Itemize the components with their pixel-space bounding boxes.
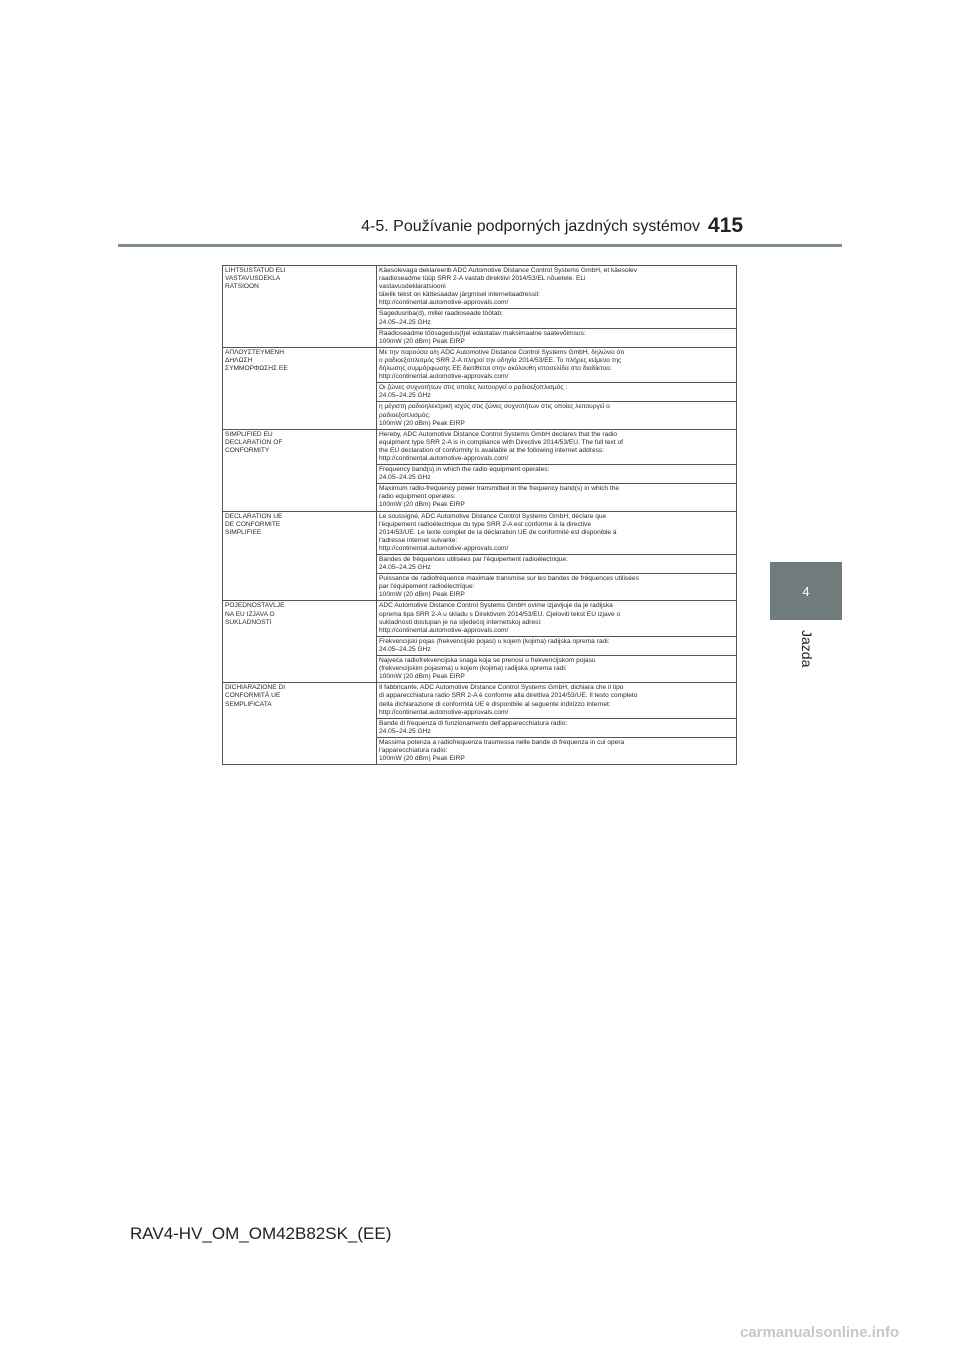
- declaration-title-line: SEMPLIFICATA: [225, 700, 272, 708]
- table-row: [223, 429, 737, 464]
- declaration-text-line: Hereby, ADC Automotive Distance Control Systems GmbH declares that the radio: [379, 430, 618, 438]
- declaration-text-line: radio equipment operates:: [379, 493, 456, 501]
- declaration-title-line: CONFORMITY: [225, 446, 270, 454]
- declaration-text-line: Maximum radio-frequency power transmitted in the frequency band(s) in which the: [379, 485, 620, 493]
- declaration-text-line: Bandes de fréquences utilisées par l'équipement radioélectrique:: [379, 556, 568, 563]
- declaration-text-cell: [377, 683, 737, 718]
- declaration-text-cell: [377, 511, 737, 554]
- declaration-text-line: 24.05–24.25 GHz: [379, 474, 431, 482]
- watermark: carmanualsonline.info: [740, 1324, 900, 1341]
- declaration-text-cell: [377, 718, 737, 737]
- declaration-text-cell: [377, 402, 737, 429]
- declaration-text-line: ο ραδιοεξοπλισμός SRR 2-A πληροί την οδηγία 2014/53/ΕΕ. Το πλήρες κείμενο της: [379, 356, 622, 364]
- declaration-title-line: DECLARATION UE: [225, 512, 283, 520]
- declaration-text-cell: [377, 429, 737, 464]
- chapter-number: 4: [802, 583, 810, 599]
- declaration-text-line: 100mW (20 dBm) Peak EIRP: [379, 673, 465, 681]
- declaration-text-line: Käesolevaga deklareerib ADC Automotive Distance Control Systems GmbH, et käesolev: [379, 267, 638, 274]
- declaration-text-line: Bande di frequenza di funzionamento dell'apparecchiatura radio:: [379, 719, 568, 727]
- declaration-text-line: http://continental.automotive-approvals.com/: [379, 373, 509, 381]
- declaration-text-line: the EU declaration of conformity is available at the following internet address:: [379, 446, 605, 454]
- declaration-text-line: η μέγιστη ραδιοηλεκτρική ισχύς στις ζώνες συχνοτήτων στις οποίες λειτουργεί ο: [379, 403, 610, 411]
- declaration-text-line: Massima potenza a radiofrequenza trasmessa nelle bande di frequenza in cui opera: [379, 738, 625, 746]
- declaration-text-line: ραδιοεξοπλισμός:: [379, 411, 431, 419]
- declaration-text-cell: [377, 309, 737, 328]
- declaration-text-line: (frekvencijskim pojasima) u kojem (kojima) radijska oprema radi:: [379, 665, 567, 673]
- declaration-text-line: l'équipement radioélectrique du type SRR 2-A est conforme à la directive: [379, 520, 592, 528]
- declaration-text-line: 24.05–24.25 GHz: [379, 645, 431, 653]
- declaration-table: [222, 265, 737, 765]
- page-number: 415: [708, 214, 744, 237]
- declaration-title-line: SUKLADNOSTI: [225, 618, 272, 626]
- table-row: [223, 683, 737, 718]
- declaration-title-line: SIMPLIFIED EU: [225, 430, 273, 438]
- declaration-table-container: [222, 265, 737, 765]
- declaration-title-cell: [223, 266, 377, 348]
- declaration-text-line: http://continental.automotive-approvals.com/: [379, 544, 509, 552]
- declaration-title-line: ΑΠΛΟΥΣΤΕΥΜΕΝΗ: [225, 348, 285, 356]
- declaration-text-line: 100mW (20 dBm) Peak EIRP: [379, 755, 465, 763]
- declaration-text-cell: [377, 601, 737, 636]
- declaration-text-line: Sagedusriba(d), millel raadioseade töötab:: [379, 310, 503, 318]
- declaration-title-line: POJEDNOSTAVLJE: [225, 602, 285, 610]
- declaration-title-cell: [223, 347, 377, 429]
- table-row: [223, 347, 737, 382]
- declaration-title-line: SIMPLIFIEE: [225, 528, 262, 536]
- declaration-text-line: Le soussigné, ADC Automotive Distance Control Systems GmbH, déclare que: [379, 512, 607, 520]
- declaration-title-line: DECLARATION OF: [225, 438, 283, 446]
- declaration-text-line: 100mW (20 dBm) Peak EIRP: [379, 337, 465, 345]
- declaration-title-line: DICHIARAZIONE DI: [225, 684, 286, 692]
- declaration-text-line: 100mW (20 dBm) Peak EIRP: [379, 419, 465, 427]
- declaration-text-line: Najveća radiofrekvencijska snaga koja se prenosi u frekvencijskom pojasu: [379, 657, 596, 665]
- declaration-title-cell: [223, 511, 377, 601]
- declaration-text-cell: [377, 328, 737, 347]
- declaration-text-line: 24.05–24.25 GHz: [379, 392, 431, 400]
- table-row: [223, 601, 737, 636]
- header-divider: [118, 244, 842, 247]
- declaration-text-line: ADC Automotive Distance Control Systems GmbH ovime izjavljuje da je radijska: [379, 602, 613, 610]
- document-code: RAV4-HV_OM_OM42B82SK_(EE): [130, 1224, 392, 1243]
- section-title: 4-5. Používanie podporných jazdných systémov: [361, 218, 700, 235]
- declaration-text-cell: [377, 383, 737, 402]
- declaration-text-line: Με την παρούσα ο/η ADC Automotive Distance Control Systems GmbH, δηλώνει ότι: [379, 348, 625, 356]
- declaration-text-line: 24.05–24.25 GHz: [379, 564, 431, 572]
- declaration-text-line: 24.05–24.25 GHz: [379, 318, 431, 326]
- declaration-title-cell: [223, 601, 377, 683]
- declaration-text-line: Raadioseadme töösagedus(t)el edastatav maksimaalne saatevõimsus:: [379, 329, 586, 337]
- declaration-text-line: δήλωσης συμμόρφωσης ΕΕ διατίθεται στην ακόλουθη ιστοσελίδα στο διαδίκτυο:: [379, 365, 612, 373]
- declaration-text-line: Frekvencijski pojas (frekvencijski pojasi) u kojem (kojima) radijska oprema radi:: [379, 637, 610, 645]
- declaration-text-line: http://continental.automotive-approvals.com/: [379, 626, 509, 634]
- declaration-title-line: DE CONFORMITE: [225, 520, 281, 528]
- declaration-text-line: l'adresse internet suivante:: [379, 536, 458, 544]
- chapter-tab[interactable]: [770, 562, 842, 620]
- declaration-text-cell: [377, 484, 737, 511]
- declaration-title-line: LIHTSUSTATUD ELI: [225, 267, 286, 274]
- table-row: [223, 266, 737, 309]
- declaration-title-line: RATSIOON: [225, 283, 259, 291]
- declaration-text-line: http://continental.automotive-approvals.com/: [379, 708, 509, 716]
- declaration-text-line: sukladnosti dostupan je na sljedećoj internetskoj adresi:: [379, 618, 542, 626]
- declaration-title-cell: [223, 429, 377, 511]
- declaration-text-cell: [377, 737, 737, 764]
- declaration-text-cell: [377, 656, 737, 683]
- declaration-text-line: 2014/53/UE. Le texte complet de la déclaration UE de conformité est disponible à: [379, 528, 617, 536]
- declaration-text-line: par l'équipement radioélectrique:: [379, 583, 475, 591]
- declaration-text-cell: [377, 465, 737, 484]
- declaration-text-line: 100mW (20 dBm) Peak EIRP: [379, 591, 465, 599]
- table-row: [223, 511, 737, 554]
- declaration-title-line: VASTAVUSDEKLA: [225, 275, 281, 283]
- declaration-text-cell: [377, 347, 737, 382]
- declaration-text-line: Frequency band(s) in which the radio equipment operates:: [379, 466, 550, 474]
- declaration-text-cell: [377, 266, 737, 309]
- chapter-label: Jazda: [799, 630, 815, 668]
- declaration-title-line: NA EU IZJAVA O: [225, 610, 275, 618]
- declaration-title-line: ΔΗΛΩΣΗ: [225, 356, 253, 364]
- declaration-text-line: di apparecchiatura radio SRR 2-A è conforme alla direttiva 2014/53/UE. Il testo completo: [379, 692, 638, 700]
- declaration-text-line: della dichiarazione di conformità UE è disponibile al seguente indirizzo Internet:: [379, 700, 611, 708]
- declaration-text-cell: [377, 636, 737, 655]
- declaration-text-line: Il fabbricante, ADC Automotive Distance Control Systems GmbH, dichiara che il tipo: [379, 684, 624, 692]
- declaration-text-cell: [377, 555, 737, 574]
- declaration-text-line: http://continental.automotive-approvals.com/: [379, 454, 509, 462]
- declaration-text-line: vastavusdeklaratsiooni: [379, 283, 446, 291]
- declaration-text-line: 100mW (20 dBm) Peak EIRP: [379, 501, 465, 509]
- declaration-text-cell: [377, 574, 737, 601]
- declaration-text-line: Οι ζώνες συχνοτήτων στις οποίες λειτουργεί ο ραδιοεξοπλισμός :: [379, 384, 568, 392]
- declaration-title-line: CONFORMITÀ UE: [225, 692, 281, 700]
- declaration-text-line: 24.05–24.25 GHz: [379, 727, 431, 735]
- declaration-title-line: ΣΥΜΜΟΡΦΩΣΗΣ ΕΕ: [225, 365, 288, 373]
- declaration-text-line: täielik tekst on kättesaadav järgmisel internetiaadressil:: [379, 291, 540, 299]
- declaration-text-line: oprema tipa SRR 2-A u skladu s Direktivom 2014/53/EU. Cjeloviti tekst EU izjave o: [379, 610, 621, 618]
- declaration-title-cell: [223, 683, 377, 765]
- declaration-text-line: l'apparecchiatura radio:: [379, 746, 448, 754]
- declaration-text-line: raadioseadme tüüp SRR 2-A vastab direktiivi 2014/53/EL nõuetele. ELi: [379, 275, 586, 283]
- declaration-text-line: Puissance de radiofréquence maximale transmise sur les bandes de fréquences utilisées: [379, 575, 639, 583]
- declaration-text-line: http://continental.automotive-approvals.com/: [379, 299, 509, 307]
- declaration-text-line: equipment type SRR 2-A is in compliance with Directive 2014/53/EU. The full text of: [379, 438, 623, 446]
